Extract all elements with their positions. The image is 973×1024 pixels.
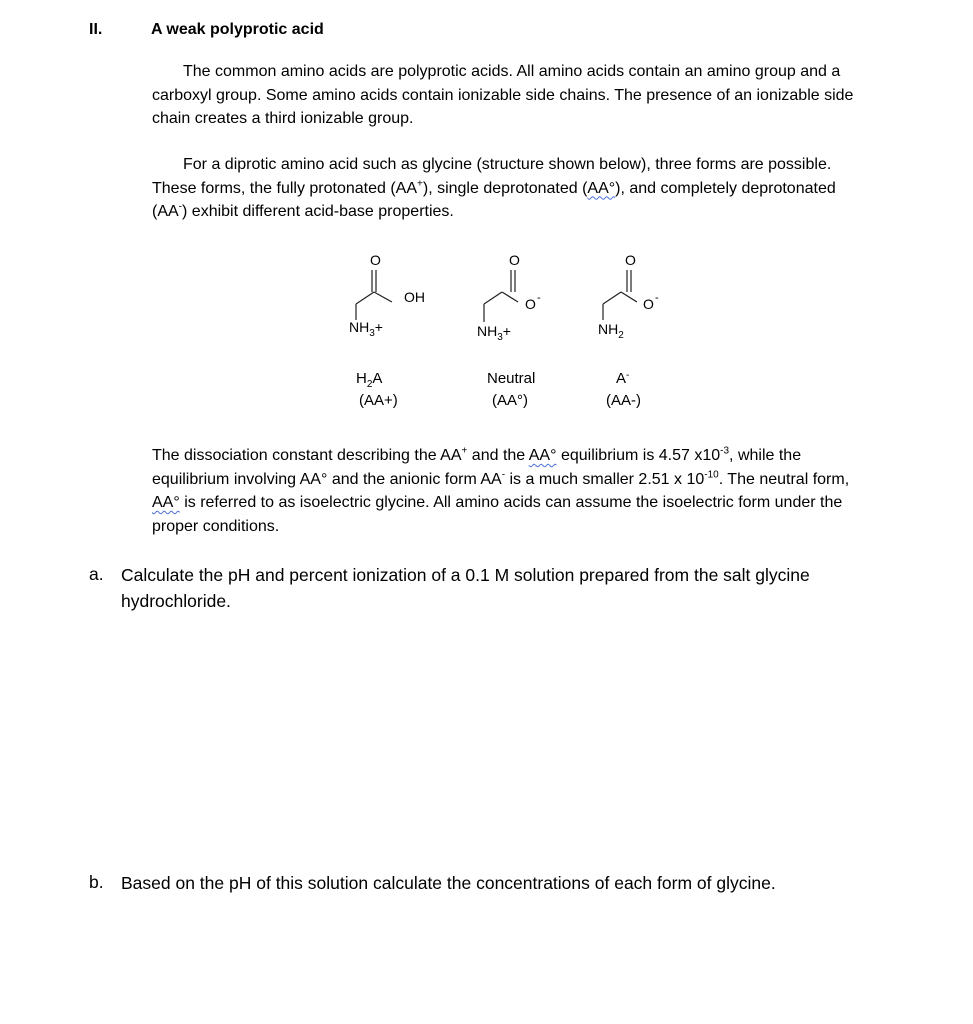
diprotic-text-1: For a diprotic amino acid such as glycine (structure shown below), three forms are possible. These forms, the fully protonated (AA [152, 156, 832, 197]
intro-text: The common amino acids are polyprotic acids. All amino acids contain an amino group and a carboxyl group. Some amino acids contain ionizable side chains. The presence of an ionizable side chain creates a third ionizable group. [152, 63, 854, 127]
minus-superscript: - [178, 201, 183, 213]
s3-amine: $NH_2$ [598, 321, 624, 341]
question-a-marker: a. [89, 564, 104, 584]
s3-form-label: (AA-) [606, 392, 641, 409]
structure-h2a-bonds [356, 270, 392, 320]
s3-carbonyl-o: O [625, 252, 636, 268]
s1-carbonyl-o: O [370, 252, 381, 268]
diprotic-text-2: ), single deprotonated ( [422, 179, 588, 197]
diss-aa0-2: AA° [152, 494, 180, 511]
diss-text-2: and the [467, 447, 529, 464]
s2-form-label: (AA°) [492, 392, 528, 409]
s1-amine: $NH_3+$ [349, 319, 383, 339]
s1-name: $H_2A$ [356, 370, 383, 390]
diss-text-1: The dissociation constant describing the AA [152, 447, 462, 464]
s1-oxygen: OH [404, 289, 425, 305]
diprotic-text-4: ) exhibit different acid-base properties. [182, 203, 454, 220]
plus-superscript: + [417, 178, 423, 190]
diss-aa0-1: AA° [528, 447, 557, 464]
diss-sup-4: -10 [704, 469, 719, 481]
s2-amine: $NH_3+$ [477, 323, 511, 343]
diss-text-4: equilibrium is 4.57 x10 [556, 447, 721, 464]
diss-text-6: is a much smaller 2.51 x 10 [505, 470, 705, 488]
dissociation-paragraph [152, 444, 872, 538]
question-b-text: Based on the pH of this solution calculate the concentrations of each form of glycine. [121, 873, 776, 893]
diss-text-7: . The neutral form, [718, 470, 850, 488]
diss-sup-3: - [501, 469, 506, 481]
section-number: II. [89, 21, 103, 38]
question-a-text: Calculate the pH and percent ionization of a 0.1 M solution prepared from the salt glycine hydrochloride. [121, 565, 810, 611]
diss-text-9: is referred to as isoelectric glycine. All amino acids can assume the isoelectric form under the proper conditions. [152, 494, 843, 535]
question-b-marker: b. [89, 872, 104, 892]
diss-sup-1: + [461, 445, 468, 457]
diss-text-5: , while the equilibrium involving AA° and the anionic form AA [152, 447, 802, 488]
s3-oxygen-charge: - [655, 292, 659, 304]
s2-carbonyl-o: O [509, 252, 520, 268]
structure-neutral-bonds [484, 270, 518, 322]
s1-form-label: (AA+) [359, 392, 398, 409]
diss-sup-2: -3 [720, 445, 730, 457]
diprotic-text-3: ), and completely deprotonated (AA [152, 179, 836, 220]
section-title: A weak polyprotic acid [151, 21, 324, 38]
s3-name: A- [616, 370, 630, 387]
s3-oxygen: O [643, 296, 654, 312]
s2-oxygen-charge: - [537, 292, 541, 304]
aa0-label: AA° [587, 179, 616, 197]
structure-anion-bonds [603, 270, 637, 320]
s2-name: Neutral [487, 370, 536, 387]
s2-oxygen: O [525, 296, 536, 312]
